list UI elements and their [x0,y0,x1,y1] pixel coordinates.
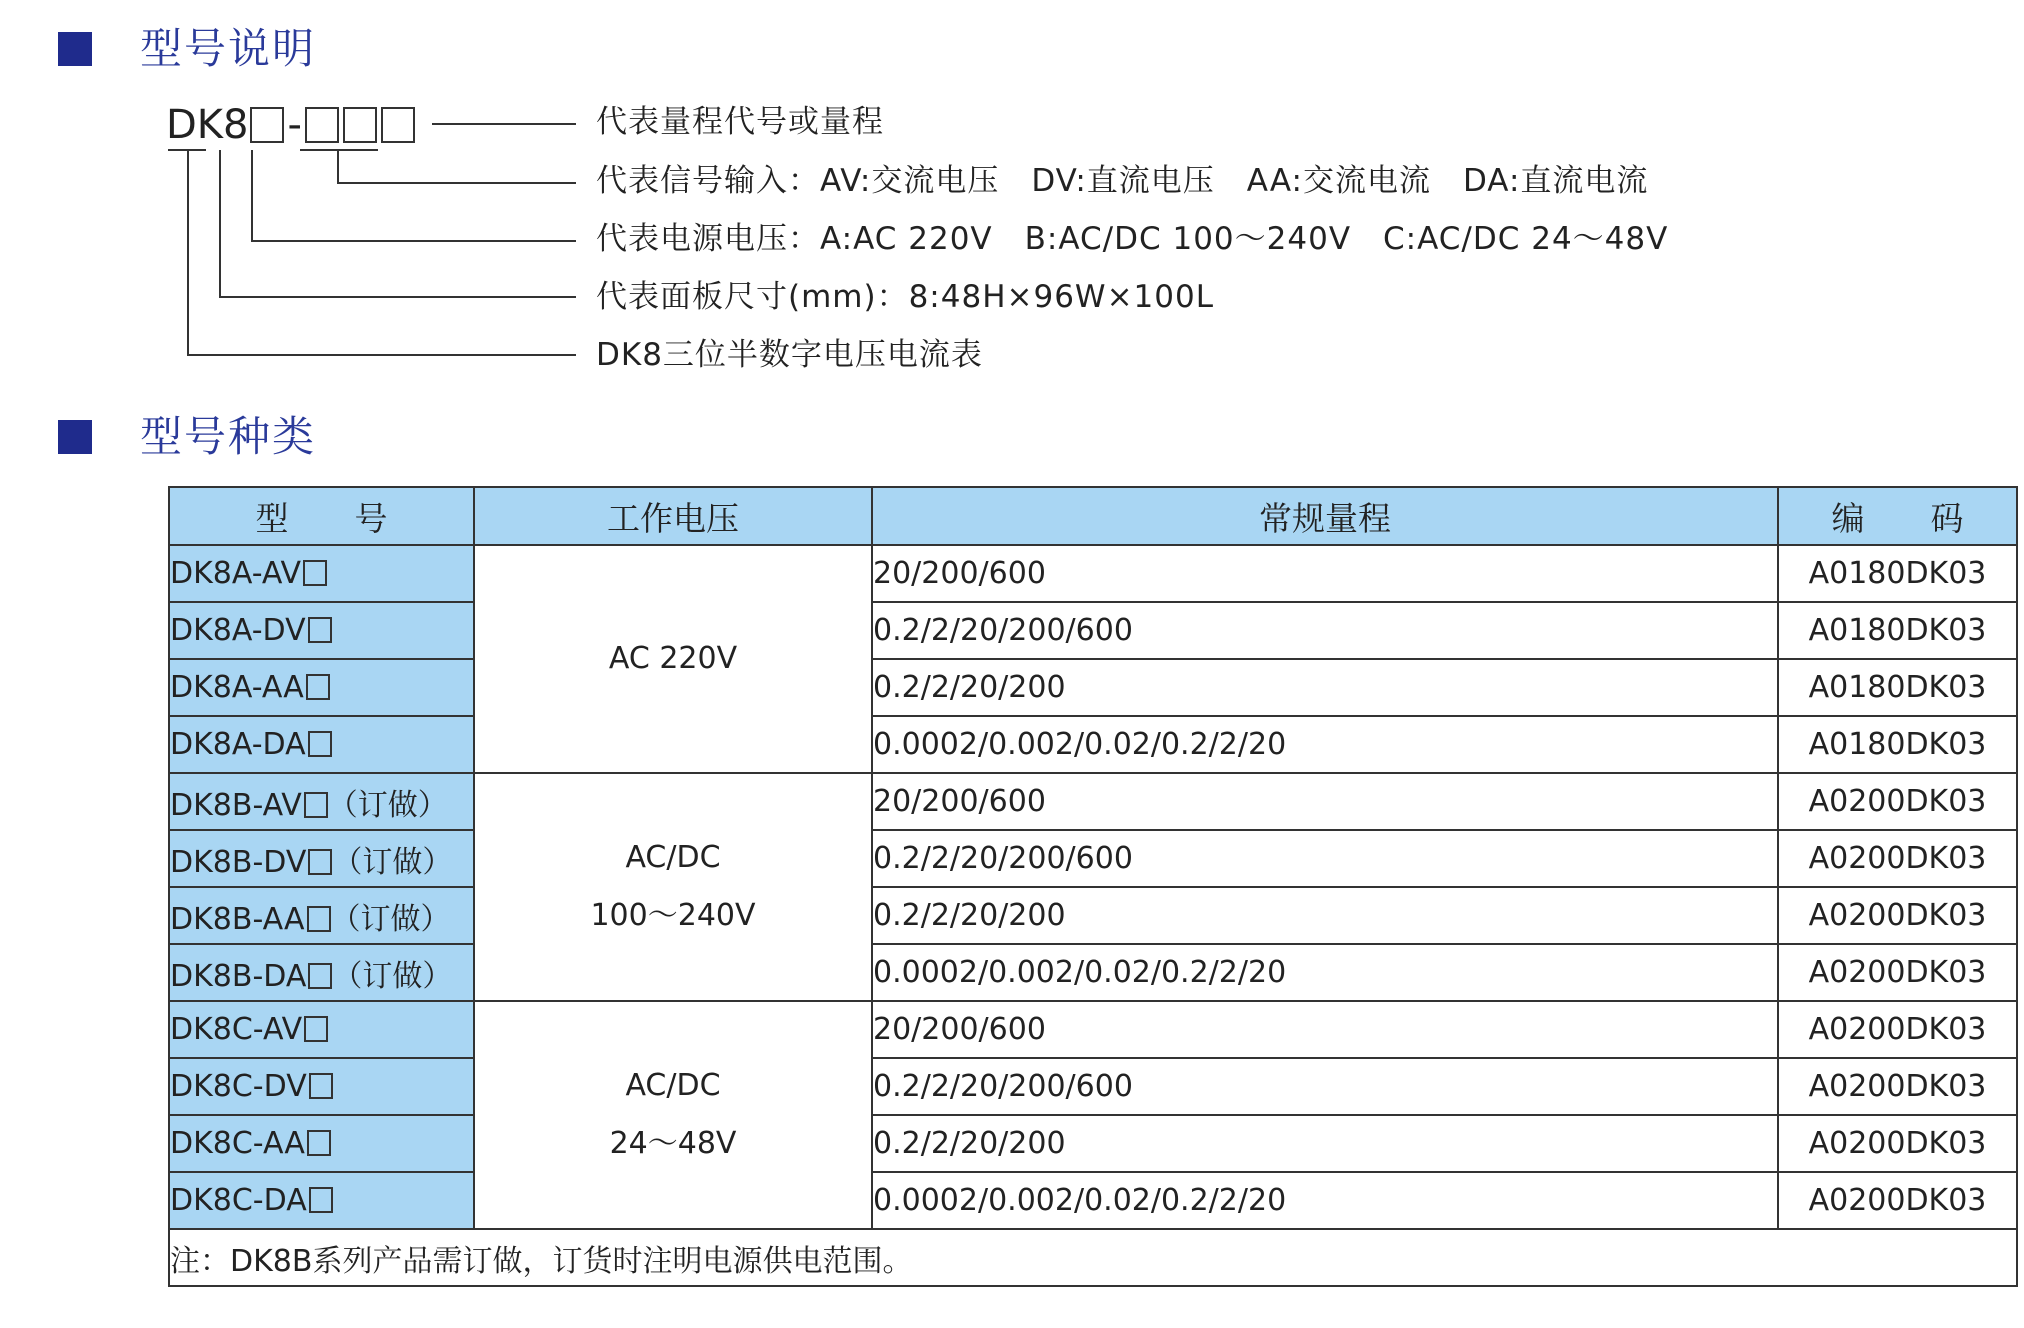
voltage-line: 100～240V [590,898,756,933]
header-model: 型 号 [169,487,474,545]
legend-power-voltage: 代表电源电压：A:AC 220V B:AC/DC 100～240V C:AC/DC 24～48V [596,221,1669,257]
cell-range: 0.0002/0.002/0.02/0.2/2/20 [872,716,1778,773]
model-placeholder-box [307,1130,331,1156]
model-code-prefix: DK8 [166,102,249,148]
model-placeholder-box [308,963,332,989]
cell-code: A0200DK03 [1778,1172,2017,1229]
cell-model [169,602,474,659]
table-row [169,773,2017,830]
cell-range: 0.2/2/20/200 [872,1115,1778,1172]
table-note-row [169,1229,2017,1286]
voltage-line: AC/DC [625,840,721,875]
table-row [169,1172,2017,1229]
table-row [169,545,2017,602]
model-placeholder-box [304,792,328,818]
model-placeholder-box [308,731,332,757]
model-name: DK8A-AA [170,670,304,705]
table-row [169,1001,2017,1058]
cell-model [169,545,474,602]
cell-code: A0180DK03 [1778,716,2017,773]
table-row [169,887,2017,944]
table-row [169,716,2017,773]
cell-range: 0.2/2/20/200/600 [872,830,1778,887]
voltage-line: AC 220V [608,641,738,676]
model-placeholder-box [309,1187,333,1213]
cell-model [169,773,474,830]
section-title-model-explanation: 型号说明 [140,24,317,73]
header-voltage: 工作电压 [474,487,872,545]
cell-voltage [474,545,872,773]
table-row [169,659,2017,716]
model-name: DK8A-AV [170,556,302,591]
cell-code: A0180DK03 [1778,659,2017,716]
cell-range: 20/200/600 [872,545,1778,602]
cell-range: 0.2/2/20/200 [872,887,1778,944]
table-row [169,602,2017,659]
table-row [169,1058,2017,1115]
model-name: DK8B-AA [170,901,305,937]
model-name: DK8C-DA [170,1183,307,1218]
model-name: DK8C-AA [170,1126,305,1161]
model-placeholder-box [306,674,330,700]
legend-product-name: DK8三位半数字电压电流表 [596,337,983,373]
cell-code: A0180DK03 [1778,602,2017,659]
model-placeholder-box [304,1016,328,1042]
cell-range: 0.0002/0.002/0.02/0.2/2/20 [872,1172,1778,1229]
model-placeholder-box [307,906,331,932]
table-row [169,1115,2017,1172]
cell-range: 0.2/2/20/200/600 [872,1058,1778,1115]
cell-range: 20/200/600 [872,1001,1778,1058]
model-name: DK8B-AV [170,787,302,823]
voltage-line: 24～48V [609,1126,737,1161]
model-spec-table [168,486,2018,1287]
model-name: DK8A-DV [170,613,306,648]
model-suffix: （订做） [332,958,453,994]
cell-range: 0.2/2/20/200 [872,659,1778,716]
cell-voltage [474,1001,872,1229]
model-placeholder-box [308,617,332,643]
table-body [169,545,2017,1229]
cell-code: A0200DK03 [1778,944,2017,1001]
cell-model [169,659,474,716]
model-suffix: （订做） [332,844,453,880]
section-marker-icon [58,420,92,454]
model-name: DK8C-AV [170,1012,303,1047]
cell-model [169,830,474,887]
cell-model [169,1001,474,1058]
model-placeholder-box [303,560,327,586]
cell-code: A0180DK03 [1778,545,2017,602]
table-row [169,830,2017,887]
table-header-row [169,487,2017,545]
legend-range: 代表量程代号或量程 [596,104,884,140]
section-title-model-types: 型号种类 [140,412,317,461]
model-name: DK8A-DA [170,727,306,762]
cell-range: 0.0002/0.002/0.02/0.2/2/20 [872,944,1778,1001]
cell-code: A0200DK03 [1778,1058,2017,1115]
model-placeholder-box [308,849,332,875]
model-name: DK8C-DV [170,1069,307,1104]
cell-code: A0200DK03 [1778,1115,2017,1172]
model-name: DK8B-DV [170,844,307,880]
cell-code: A0200DK03 [1778,773,2017,830]
model-suffix: （订做） [327,787,448,823]
cell-code: A0200DK03 [1778,887,2017,944]
table-row [169,944,2017,1001]
header-code: 编 码 [1778,487,2017,545]
cell-model [169,1115,474,1172]
cell-model [169,1172,474,1229]
model-placeholder-box [309,1073,333,1099]
cell-model [169,887,474,944]
cell-range: 20/200/600 [872,773,1778,830]
cell-code: A0200DK03 [1778,1001,2017,1058]
voltage-line: AC/DC [625,1068,721,1103]
cell-range: 0.2/2/20/200/600 [872,602,1778,659]
table-note: 注：DK8B系列产品需订做，订货时注明电源供电范围。 [169,1229,2017,1286]
cell-model [169,1058,474,1115]
model-name: DK8B-DA [170,958,307,994]
model-suffix: （订做） [330,901,451,937]
legend-panel-size: 代表面板尺寸(mm)：8:48H×96W×100L [596,279,1214,315]
legend-signal-input: 代表信号输入：AV:交流电压 DV:直流电压 AA:交流电流 DA:直流电流 [596,163,1649,199]
cell-model [169,944,474,1001]
header-range: 常规量程 [872,487,1778,545]
model-code-dash: - [287,102,302,148]
cell-code: A0200DK03 [1778,830,2017,887]
cell-voltage [474,773,872,1001]
cell-model [169,716,474,773]
